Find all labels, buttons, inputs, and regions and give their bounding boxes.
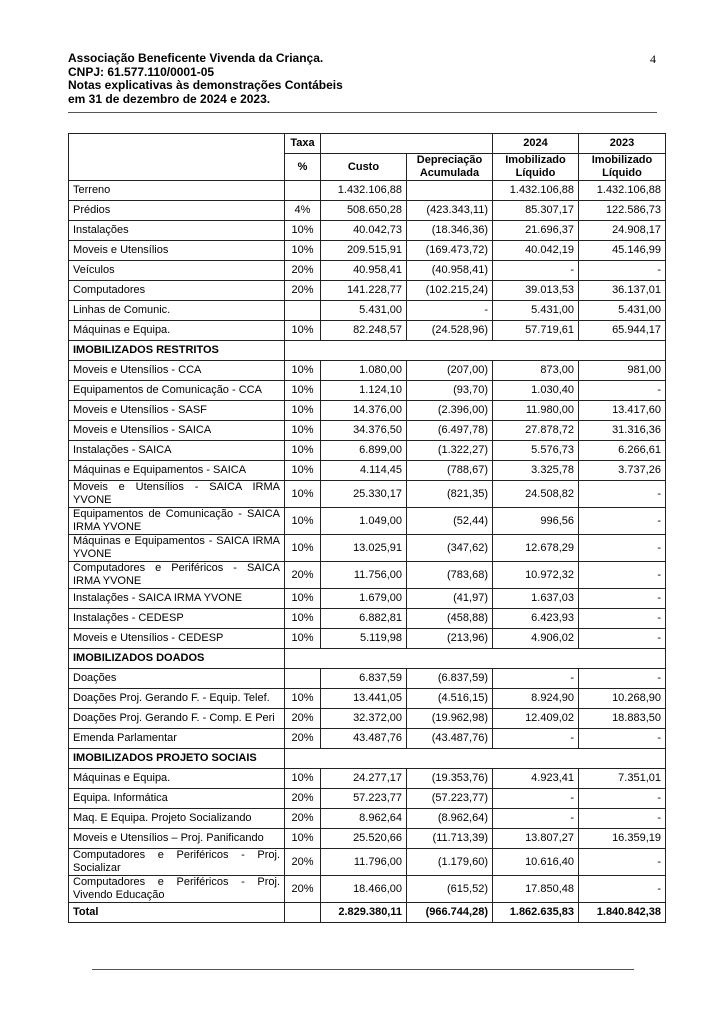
net-2024-cell: 12.678,29 [493,535,579,562]
net-2024-cell: 21.696,37 [493,221,579,241]
net-2024-cell: 996,56 [493,508,579,535]
table-header-row-1 [69,134,666,154]
net-2023-cell: 3.737,26 [579,461,666,481]
rate-cell: 10% [285,221,321,241]
asset-label: Equipa. Informática [69,789,285,809]
depreciation-cell: - [407,301,493,321]
section-title: IMOBILIZADOS DOADOS [69,649,285,669]
table-row [69,809,666,829]
table-row [69,562,666,589]
rate-cell: 10% [285,535,321,562]
net-2024-cell: - [493,261,579,281]
net-2023-cell: 31.316,36 [579,421,666,441]
cost-cell: 40.958,41 [321,261,407,281]
asset-label: Moveis e Utensílios [69,241,285,261]
depreciation-cell: (788,67) [407,461,493,481]
net-2024-cell: 6.423,93 [493,609,579,629]
rate-cell: 10% [285,589,321,609]
cost-cell: 18.466,00 [321,876,407,903]
asset-label: Computadores e Periféricos - SAICA IRMA YVONE [69,562,285,589]
asset-label: Instalações - CEDESP [69,609,285,629]
section-header-row [69,649,666,669]
table-row [69,829,666,849]
net-2023-cell: 45.146,99 [579,241,666,261]
net-2023-cell: - [579,261,666,281]
net-2024-cell: 40.042,19 [493,241,579,261]
rate-cell [285,301,321,321]
header-divider [68,112,657,113]
net-2024-cell: - [493,809,579,829]
cost-cell: 209.515,91 [321,241,407,261]
net-2023-cell: 10.268,90 [579,689,666,709]
asset-label: Moveis e Utensílios - SAICA IRMA YVONE [69,481,285,508]
net-2024-cell: 8.924,90 [493,689,579,709]
table-row [69,381,666,401]
net-2023-cell: - [579,729,666,749]
table-row [69,535,666,562]
rate-cell: 4% [285,201,321,221]
section-title: IMOBILIZADOS PROJETO SOCIAIS [69,749,285,769]
net-2023-cell: 122.586,73 [579,201,666,221]
asset-label: Máquinas e Equipamentos - SAICA IRMA YVONE [69,535,285,562]
rate-cell: 10% [285,421,321,441]
rate-cell [285,903,321,923]
depreciation-cell: (19.353,76) [407,769,493,789]
rate-cell: 10% [285,508,321,535]
header-depreciacao: Depreciação Acumulada [407,154,493,181]
rate-cell [285,669,321,689]
net-2023-cell: 5.431,00 [579,301,666,321]
net-2023-cell: - [579,669,666,689]
depreciation-cell: (347,62) [407,535,493,562]
depreciation-cell: (615,52) [407,876,493,903]
rate-cell: 10% [285,689,321,709]
net-2024-cell: 1.862.635,83 [493,903,579,923]
depreciation-cell: (966.744,28) [407,903,493,923]
page-number: 4 [650,52,656,66]
net-2023-cell: - [579,609,666,629]
depreciation-cell: (41,97) [407,589,493,609]
rate-cell: 10% [285,629,321,649]
depreciation-cell: (8.962,64) [407,809,493,829]
net-2023-cell: - [579,589,666,609]
cost-cell: 8.962,64 [321,809,407,829]
table-row [69,849,666,876]
asset-label: Equipamentos de Comunicação - CCA [69,381,285,401]
table-row [69,401,666,421]
rate-cell: 20% [285,729,321,749]
asset-label: Veículos [69,261,285,281]
net-2024-cell: - [493,729,579,749]
depreciation-cell: (821,35) [407,481,493,508]
net-2024-cell: 12.409,02 [493,709,579,729]
depreciation-cell: (43.487,76) [407,729,493,749]
net-2023-cell: 16.359,19 [579,829,666,849]
asset-label: Linhas de Comunic. [69,301,285,321]
notes-title: Notas explicativas às demonstrações Contábeis [68,78,343,92]
net-2023-cell: - [579,535,666,562]
rate-cell: 10% [285,461,321,481]
rate-cell: 10% [285,381,321,401]
table-row [69,241,666,261]
section-blank-cell [285,749,666,769]
rate-cell: 10% [285,401,321,421]
asset-label: Equipamentos de Comunicação - SAICA IRMA YVONE [69,508,285,535]
net-2024-cell: 3.325,78 [493,461,579,481]
net-2023-cell: - [579,876,666,903]
net-2024-cell: 27.878,72 [493,421,579,441]
table-row [69,789,666,809]
asset-label: Doações Proj. Gerando F. - Comp. E Peri [69,709,285,729]
table-row [69,461,666,481]
header-year-2024: 2024 [493,134,579,154]
net-2023-cell: 1.840.842,38 [579,903,666,923]
depreciation-cell: (52,44) [407,508,493,535]
asset-label: Máquinas e Equipa. [69,321,285,341]
asset-label: Instalações [69,221,285,241]
rate-cell: 10% [285,441,321,461]
header-blank-span [321,134,493,154]
asset-label: Computadores e Periféricos - Proj. Socializar [69,849,285,876]
asset-label: Instalações - SAICA [69,441,285,461]
rate-cell: 10% [285,361,321,381]
rate-cell: 10% [285,829,321,849]
depreciation-cell: (207,00) [407,361,493,381]
net-2024-cell: 39.013,53 [493,281,579,301]
cost-cell: 508.650,28 [321,201,407,221]
net-2024-cell: 17.850,48 [493,876,579,903]
rate-cell: 20% [285,876,321,903]
asset-label: Moveis e Utensílios - SAICA [69,421,285,441]
depreciation-cell: (11.713,39) [407,829,493,849]
net-2024-cell: 873,00 [493,361,579,381]
table-row [69,421,666,441]
table-row [69,361,666,381]
table-row [69,589,666,609]
asset-label: Emenda Parlamentar [69,729,285,749]
table-row [69,709,666,729]
header-imobilizado-2024: Imobilizado Líquido [493,154,579,181]
depreciation-cell: (18.346,36) [407,221,493,241]
depreciation-cell [407,181,493,201]
cost-cell: 25.520,66 [321,829,407,849]
footer-divider [92,969,634,970]
rate-cell: 10% [285,241,321,261]
net-2024-cell: 4.923,41 [493,769,579,789]
asset-label: Instalações - SAICA IRMA YVONE [69,589,285,609]
rate-cell [285,181,321,201]
rate-cell: 10% [285,321,321,341]
rate-cell: 20% [285,809,321,829]
asset-label: Total [69,903,285,923]
cost-cell: 6.882,81 [321,609,407,629]
table-row [69,629,666,649]
depreciation-cell: (6.497,78) [407,421,493,441]
table-row [69,508,666,535]
asset-label: Computadores e Periféricos - Proj. Vivendo Educação [69,876,285,903]
depreciation-cell: (40.958,41) [407,261,493,281]
depreciation-cell: (2.396,00) [407,401,493,421]
cost-cell: 82.248,57 [321,321,407,341]
net-2023-cell: 24.908,17 [579,221,666,241]
asset-label: Moveis e Utensílios - SASF [69,401,285,421]
depreciation-cell: (1.322,27) [407,441,493,461]
cost-cell: 25.330,17 [321,481,407,508]
net-2023-cell: - [579,562,666,589]
table-row [69,201,666,221]
cost-cell: 2.829.380,11 [321,903,407,923]
net-2024-cell: 5.431,00 [493,301,579,321]
net-2024-cell: 57.719,61 [493,321,579,341]
net-2024-cell: 1.030,40 [493,381,579,401]
net-2023-cell: - [579,849,666,876]
cost-cell: 32.372,00 [321,709,407,729]
asset-label: Terreno [69,181,285,201]
cost-cell: 5.119,98 [321,629,407,649]
net-2023-cell: 1.432.106,88 [579,181,666,201]
net-2024-cell: 13.807,27 [493,829,579,849]
depreciation-cell: (783,68) [407,562,493,589]
net-2024-cell: 1.637,03 [493,589,579,609]
net-2023-cell: - [579,508,666,535]
asset-label: Moveis e Utensílios - CCA [69,361,285,381]
table-row [69,876,666,903]
depreciation-cell: (169.473,72) [407,241,493,261]
depreciation-cell: (6.837,59) [407,669,493,689]
depreciation-cell: (24.528,96) [407,321,493,341]
cost-cell: 34.376,50 [321,421,407,441]
cost-cell: 1.124,10 [321,381,407,401]
cost-cell: 14.376,00 [321,401,407,421]
table-row [69,321,666,341]
cost-cell: 4.114,45 [321,461,407,481]
cost-cell: 1.432.106,88 [321,181,407,201]
asset-label: Computadores [69,281,285,301]
net-2024-cell: 24.508,82 [493,481,579,508]
net-2024-cell: 4.906,02 [493,629,579,649]
table-row [69,609,666,629]
depreciation-cell: (1.179,60) [407,849,493,876]
rate-cell: 20% [285,709,321,729]
notes-date: em 31 de dezembro de 2024 e 2023. [68,91,271,106]
depreciation-cell: (213,96) [407,629,493,649]
asset-label: Maq. E Equipa. Projeto Socializando [69,809,285,829]
asset-label: Doações Proj. Gerando F. - Equip. Telef. [69,689,285,709]
rate-cell: 10% [285,769,321,789]
header-custo: Custo [321,154,407,181]
depreciation-cell: (458,88) [407,609,493,629]
net-2024-cell: - [493,789,579,809]
rate-cell: 10% [285,481,321,508]
asset-label: Máquinas e Equipamentos - SAICA [69,461,285,481]
cost-cell: 6.837,59 [321,669,407,689]
net-2024-cell: 5.576,73 [493,441,579,461]
rate-cell: 20% [285,789,321,809]
net-2024-cell: 11.980,00 [493,401,579,421]
cost-cell: 11.756,00 [321,562,407,589]
header-blank-cell [69,134,285,181]
header-percent: % [285,154,321,181]
net-2024-cell: - [493,669,579,689]
net-2024-cell: 10.972,32 [493,562,579,589]
cost-cell: 1.080,00 [321,361,407,381]
rate-cell: 20% [285,849,321,876]
table-row [69,729,666,749]
net-2023-cell: 6.266,61 [579,441,666,461]
cost-cell: 40.042,73 [321,221,407,241]
asset-label: Máquinas e Equipa. [69,769,285,789]
table-row [69,481,666,508]
depreciation-cell: (93,70) [407,381,493,401]
cost-cell: 1.049,00 [321,508,407,535]
depreciation-cell: (19.962,98) [407,709,493,729]
depreciation-cell: (57.223,77) [407,789,493,809]
asset-label: Prédios [69,201,285,221]
document-header [68,52,343,106]
cost-cell: 13.441,05 [321,689,407,709]
net-2023-cell: 981,00 [579,361,666,381]
depreciation-cell: (4.516,15) [407,689,493,709]
net-2024-cell: 1.432.106,88 [493,181,579,201]
header-imobilizado-2023: Imobilizado Líquido [579,154,666,181]
asset-label: Moveis e Utensílios – Proj. Panificando [69,829,285,849]
rate-cell: 10% [285,609,321,629]
cost-cell: 57.223,77 [321,789,407,809]
net-2024-cell: 10.616,40 [493,849,579,876]
table-row [69,441,666,461]
net-2023-cell: 36.137,01 [579,281,666,301]
net-2023-cell: 65.944,17 [579,321,666,341]
rate-cell: 20% [285,261,321,281]
net-2023-cell: - [579,629,666,649]
table-row [69,221,666,241]
net-2023-cell: - [579,481,666,508]
section-header-row [69,749,666,769]
total-row [69,903,666,923]
rate-cell: 20% [285,281,321,301]
table-row [69,689,666,709]
asset-label: Moveis e Utensílios - CEDESP [69,629,285,649]
cost-cell: 13.025,91 [321,535,407,562]
table-row [69,769,666,789]
net-2023-cell: 18.883,50 [579,709,666,729]
organization-name: Associação Beneficente Vivenda da Criança. [68,51,324,65]
depreciation-cell: (423.343,11) [407,201,493,221]
cost-cell: 24.277,17 [321,769,407,789]
cost-cell: 11.796,00 [321,849,407,876]
table-row [69,301,666,321]
table-row [69,669,666,689]
depreciation-cell: (102.215,24) [407,281,493,301]
cost-cell: 141.228,77 [321,281,407,301]
net-2023-cell: - [579,809,666,829]
net-2024-cell: 85.307,17 [493,201,579,221]
table-row [69,261,666,281]
section-blank-cell [285,341,666,361]
net-2023-cell: 13.417,60 [579,401,666,421]
header-taxa: Taxa [285,134,321,154]
table-row [69,181,666,201]
header-year-2023: 2023 [579,134,666,154]
cost-cell: 43.487,76 [321,729,407,749]
section-header-row [69,341,666,361]
cost-cell: 5.431,00 [321,301,407,321]
table-row [69,281,666,301]
cnpj-line: CNPJ: 61.577.110/0001-05 [68,64,215,79]
cost-cell: 6.899,00 [321,441,407,461]
asset-label: Doações [69,669,285,689]
fixed-assets-table [68,133,666,923]
section-title: IMOBILIZADOS RESTRITOS [69,341,285,361]
net-2023-cell: 7.351,01 [579,769,666,789]
net-2023-cell: - [579,381,666,401]
rate-cell: 20% [285,562,321,589]
net-2023-cell: - [579,789,666,809]
section-blank-cell [285,649,666,669]
cost-cell: 1.679,00 [321,589,407,609]
